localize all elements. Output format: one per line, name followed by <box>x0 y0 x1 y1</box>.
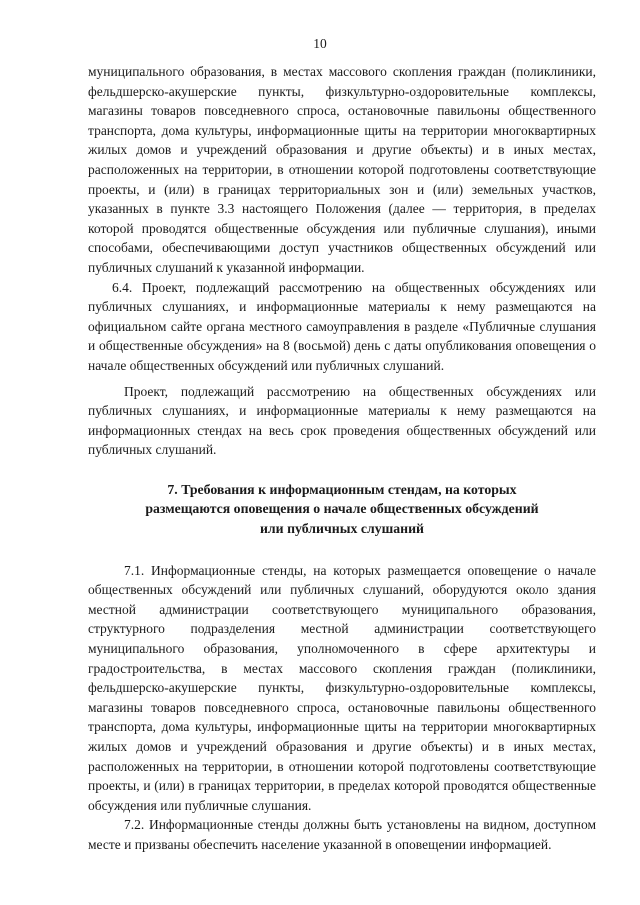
section-heading-line: 7. Требования к информационным стендам, на которых <box>167 481 517 497</box>
paragraph-6-4: 6.4. Проект, подлежащий рассмотрению на общественных обсуждениях или публичных слушаниях, и информационные материалы к нему размещаются на официальном сайте органа местного самоуправления в разделе «Публичные слушания и общественные обсуждения» на 8 (восьмой) день с даты опубликования оповещения о начале общественных обсуждений или публичных слушаний. <box>88 279 596 373</box>
section-heading-line: или публичных слушаний <box>259 521 424 537</box>
paragraph-project-stands: Проект, подлежащий рассмотрению на общественных обсуждениях или публичных слушаниях, и информационные материалы к нему размещаются на информационных стендах на весь срок проведения общественных обсуждений или публичных слушаний. <box>88 383 596 458</box>
page-number: 10 <box>313 36 327 51</box>
document-body <box>88 62 596 855</box>
section-heading-line: размещаются оповещения о начале общественных обсуждений <box>145 501 539 517</box>
paragraph-continuation: муниципального образования, в местах массового скопления граждан (поликлиники, фельдшерско-акушерские пункты, физкультурно-оздоровительные комплексы, магазины товаров повседневного спроса, остановочные павильоны общественного транспорта, дома культуры, информационные щиты на территории многоквартирных жилых домов и учреждений образования и другие объекты) и в иных местах, расположенных на территории, в отношении которой подготовлены соответствующие проекты, и (или) в границах территориальных зон и (или) земельных участков, указанных в пункте 3.3 настоящего Положения (далее — территория, в пределах которой проводятся общественные обсуждения или публичные слушания), иными способами, обеспечивающими доступ участников общественных обсуждений или публичных слушаний к указанной информации. <box>88 64 596 275</box>
paragraph-7-1: 7.1. Информационные стенды, на которых размещается оповещение о начале общественных обсуждений или публичных слушаний, оборудуются около здания местной администрации соответствующего муниципального образования, структурного подразделения местной администрации соответствующего муниципального образования, уполномоченного в сфере архитектуры и градостроительства, в местах массового скопления граждан (поликлиники, фельдшерско-акушерские пункты, физкультурно-оздоровительные комплексы, магазины товаров повседневного спроса, остановочные павильоны общественного транспорта, дома культуры, информационные щиты на территории многоквартирных жилых домов и учреждений образования и другие объекты) и в иных местах, расположенных на территории, в отношении которой подготовлены соответствующие проекты, и (или) в границах территории, в пределах которой проводятся общественные обсуждения или публичные слушания. <box>88 562 596 813</box>
section-7-heading <box>88 480 596 539</box>
paragraph-7-2: 7.2. Информационные стенды должны быть установлены на видном, доступном месте и призваны обеспечить население указанной в оповещении информацией. <box>88 817 596 852</box>
